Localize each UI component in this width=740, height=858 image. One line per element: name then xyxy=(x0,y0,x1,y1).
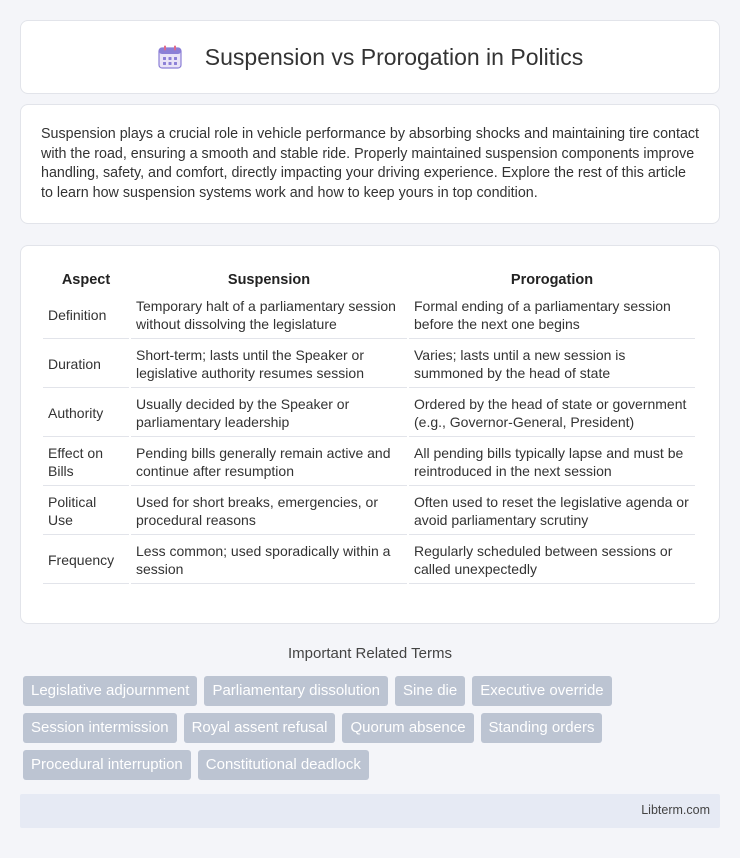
cell-aspect: Frequency xyxy=(43,537,129,584)
calendar-icon xyxy=(157,44,183,70)
related-term-tag[interactable]: Session intermission xyxy=(23,713,177,743)
header-aspect: Aspect xyxy=(61,272,111,288)
related-term-tag[interactable]: Executive override xyxy=(472,676,611,706)
cell-suspension: Pending bills generally remain active and continue after resumption xyxy=(131,439,407,486)
cell-prorogation: All pending bills typically lapse and must be reintroduced in the next session xyxy=(409,439,695,486)
cell-prorogation: Often used to reset the legislative agenda or avoid parliamentary scrutiny xyxy=(409,488,695,535)
intro-text: Suspension plays a crucial role in vehicle performance by absorbing shocks and maintaining tire contact with the road, ensuring a smooth and stable ride. Properly maintained suspension components improve handling, safety, and comfort, directly impacting your driving experience. Explore the rest of this article to learn how suspension systems work and how to keep yours in top condition. xyxy=(41,126,700,201)
cell-aspect: Effect on Bills xyxy=(43,439,129,486)
related-term-tag[interactable]: Constitutional deadlock xyxy=(198,750,369,780)
table-row xyxy=(43,488,695,535)
cell-aspect: Political Use xyxy=(43,488,129,535)
cell-suspension: Short-term; lasts until the Speaker or legislative authority resumes session xyxy=(131,341,407,388)
cell-aspect: Definition xyxy=(43,292,129,339)
cell-prorogation: Varies; lasts until a new session is summoned by the head of state xyxy=(409,341,695,388)
related-term-tag[interactable]: Legislative adjournment xyxy=(23,676,197,706)
cell-prorogation: Regularly scheduled between sessions or called unexpectedly xyxy=(409,537,695,584)
related-terms-title: Important Related Terms xyxy=(288,645,452,662)
comparison-table xyxy=(41,266,697,586)
related-term-tag[interactable]: Quorum absence xyxy=(342,713,473,743)
cell-suspension: Usually decided by the Speaker or parliamentary leadership xyxy=(131,390,407,437)
comparison-card xyxy=(20,245,720,624)
related-term-tag[interactable]: Procedural interruption xyxy=(23,750,191,780)
table-row xyxy=(43,537,695,584)
table-row xyxy=(43,341,695,388)
related-term-tag[interactable]: Royal assent refusal xyxy=(184,713,336,743)
table-row xyxy=(43,390,695,437)
footer xyxy=(20,794,720,828)
related-term-tag[interactable]: Sine die xyxy=(395,676,465,706)
cell-prorogation: Formal ending of a parliamentary session before the next one begins xyxy=(409,292,695,339)
header-prorogation: Prorogation xyxy=(510,272,594,288)
header-suspension: Suspension xyxy=(227,272,311,288)
title-card xyxy=(20,20,720,94)
cell-prorogation: Ordered by the head of state or government (e.g., Governor-General, President) xyxy=(409,390,695,437)
cell-aspect: Authority xyxy=(43,390,129,437)
table-row xyxy=(43,292,695,339)
cell-suspension: Used for short breaks, emergencies, or procedural reasons xyxy=(131,488,407,535)
cell-aspect: Duration xyxy=(43,341,129,388)
footer-site-link[interactable]: Libterm.com xyxy=(641,803,710,817)
intro-card xyxy=(20,104,720,224)
cell-suspension: Less common; used sporadically within a session xyxy=(131,537,407,584)
table-row xyxy=(43,439,695,486)
related-terms-list xyxy=(23,676,723,787)
page-title: Suspension vs Prorogation in Politics xyxy=(204,43,584,70)
related-term-tag[interactable]: Parliamentary dissolution xyxy=(204,676,388,706)
cell-suspension: Temporary halt of a parliamentary session without dissolving the legislature xyxy=(131,292,407,339)
related-term-tag[interactable]: Standing orders xyxy=(481,713,603,743)
table-header-row xyxy=(43,268,695,290)
